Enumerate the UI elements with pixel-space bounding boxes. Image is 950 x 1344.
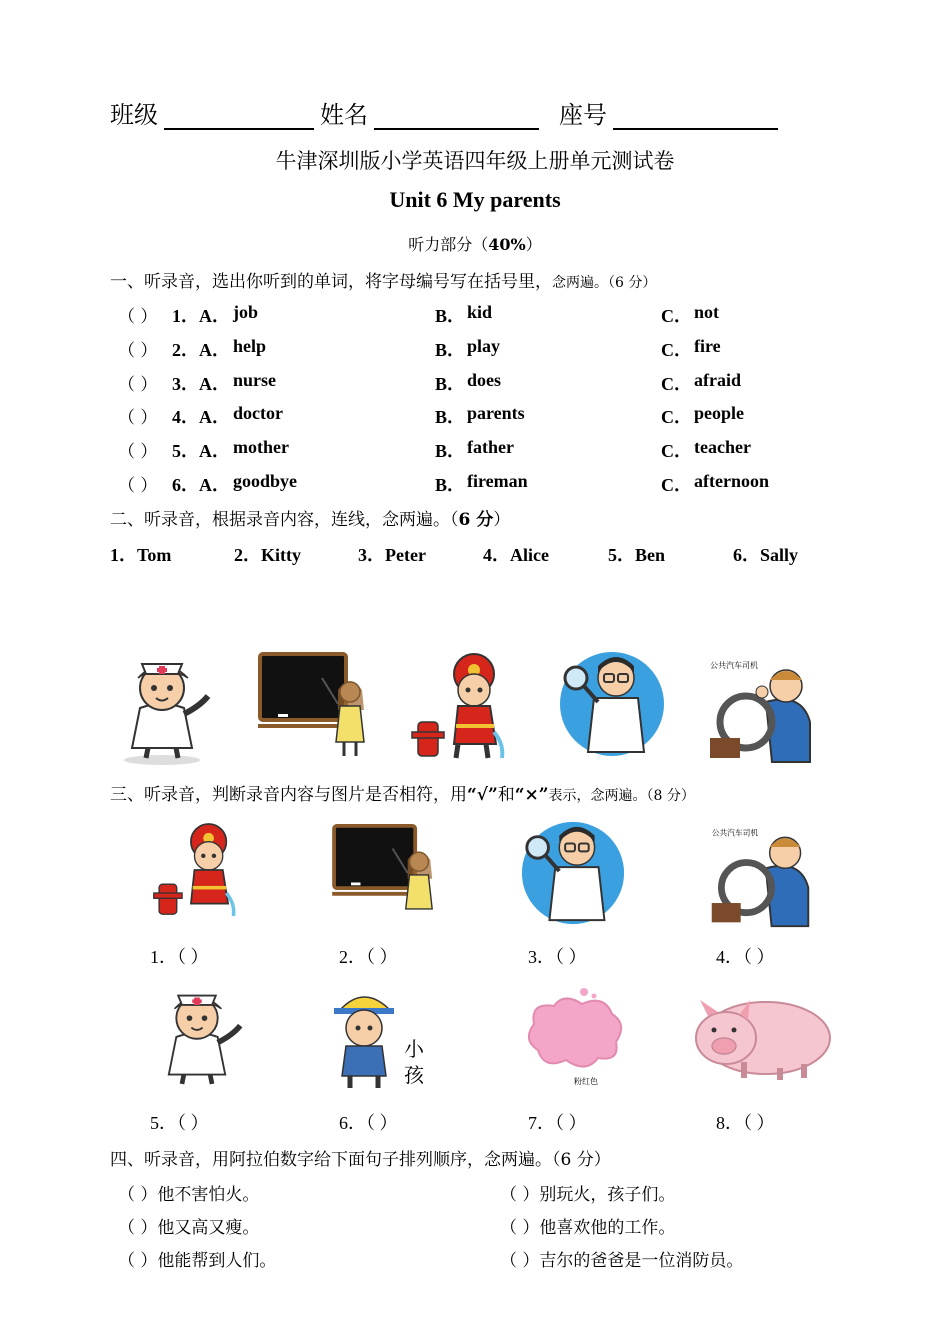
part4-sentence: 他不害怕火。 (157, 1185, 260, 1205)
question-number: 1．A． (172, 306, 230, 326)
option-b: parents (467, 403, 525, 423)
part3-title-text: 三、听录音，判断录音内容与图片是否相符，用 (110, 785, 467, 805)
part4-paren[interactable]: （ ） (118, 1251, 158, 1271)
part2-name-2: 2．Kitty (234, 545, 301, 565)
part4-sentence: 他喜欢他的工作。 (539, 1218, 676, 1238)
option-b-label: B． (435, 441, 466, 461)
part3-label-8[interactable]: 8．（ ） (716, 1113, 775, 1133)
part2-score: 6 分 (458, 510, 494, 530)
part4-right-2 (500, 1213, 675, 1238)
listening-label-text: 听力部分（ (408, 235, 489, 254)
part4-sentence: 吉尔的爸爸是一位消防员。 (539, 1251, 744, 1271)
listening-percent: 40% (488, 235, 526, 254)
part3-label-1[interactable]: 1．（ ） (150, 947, 209, 967)
option-b-label: B． (435, 475, 466, 495)
option-a: help (233, 336, 267, 356)
part4-paren[interactable]: （ ） (500, 1185, 540, 1205)
option-b: fireman (467, 471, 528, 491)
teacher-blackboard-picture (258, 652, 370, 758)
part3-cross: “×” (514, 785, 549, 805)
answer-paren[interactable]: （ ） (118, 476, 158, 496)
part3-teacher-picture (326, 824, 444, 924)
part4-right-1 (500, 1180, 675, 1205)
option-b: kid (467, 302, 493, 322)
answer-paren[interactable]: （ ） (118, 307, 158, 327)
part3-label-6[interactable]: 6．（ ） (339, 1113, 398, 1133)
option-b: father (467, 437, 514, 457)
part4-right-3 (500, 1246, 743, 1271)
part2-title-text: 二、听录音，根据录音内容，连线，念两遍。（ (110, 510, 459, 530)
option-a: job (233, 302, 259, 322)
part1-note: 念两遍。（6 分） (552, 275, 657, 291)
part4-left-1 (118, 1180, 259, 1205)
pig-picture (688, 988, 836, 1084)
bus-driver-caption: 公共汽车司机 (710, 661, 758, 670)
bus-driver-picture (706, 652, 814, 768)
part3-bus-driver-caption: 公共汽车司机 (711, 828, 759, 838)
part4-paren[interactable]: （ ） (118, 1218, 158, 1238)
question-number: 5．A． (172, 441, 230, 461)
question-number: 4．A． (172, 407, 230, 427)
page-title: 牛津深圳版小学英语四年级上册单元测试卷 (275, 149, 675, 173)
part3-label-4[interactable]: 4．（ ） (716, 947, 775, 967)
option-a: doctor (233, 403, 283, 423)
part4-left-3 (118, 1246, 276, 1271)
option-b: play (467, 336, 501, 356)
class-label: 班级 (110, 101, 158, 129)
firefighter-picture (410, 648, 514, 764)
kid-caption-1: 小 (404, 1037, 424, 1061)
option-c: fire (694, 336, 721, 356)
part3-doctor-picture (518, 818, 628, 928)
part2-name-6: 6．Sally (733, 545, 799, 565)
option-a: mother (233, 437, 289, 457)
option-a: goodbye (233, 471, 298, 491)
part2-name-3: 3．Peter (358, 545, 426, 565)
answer-paren[interactable]: （ ） (118, 341, 158, 361)
part1-title (110, 267, 656, 292)
option-c-label: C． (661, 475, 692, 495)
question-number: 3．A． (172, 374, 230, 394)
answer-paren[interactable]: （ ） (118, 375, 158, 395)
option-c: teacher (694, 437, 751, 457)
part3-bus-driver-picture (706, 820, 814, 932)
part4-sentence: 别玩火，孩子们。 (539, 1185, 676, 1205)
kid-picture (330, 984, 430, 1092)
part4-title: 四、听录音，用阿拉伯数字给下面句子排列顺序，念两遍。（6 分） (110, 1150, 611, 1170)
part1-title-text: 一、听录音，选出你听到的单词，将字母编号写在括号里， (110, 272, 552, 292)
option-b: does (467, 370, 502, 390)
option-c-label: C． (661, 441, 692, 461)
question-number: 2．A． (172, 340, 230, 360)
option-c: afternoon (694, 471, 769, 491)
part3-label-2[interactable]: 2．（ ） (339, 947, 398, 967)
option-b-label: B． (435, 306, 466, 326)
option-c: afraid (694, 370, 741, 390)
student-info-line (110, 95, 784, 130)
part4-left-2 (118, 1213, 259, 1238)
option-b-label: B． (435, 340, 466, 360)
option-b-label: B． (435, 374, 466, 394)
option-c: people (694, 403, 745, 423)
option-c-label: C． (661, 340, 692, 360)
listening-label (0, 232, 950, 255)
part3-firefighter-picture (152, 818, 244, 922)
nurse-picture (112, 648, 212, 766)
part3-label-7[interactable]: 7．（ ） (528, 1113, 587, 1133)
part4-paren[interactable]: （ ） (500, 1251, 540, 1271)
part3-check: “√” (467, 785, 498, 805)
part4-sentence: 他能帮到人们。 (157, 1251, 277, 1271)
part3-label-5[interactable]: 5．（ ） (150, 1113, 209, 1133)
part2-title (110, 505, 510, 530)
part4-sentence: 他又高又瘦。 (157, 1218, 260, 1238)
option-b-label: B． (435, 407, 466, 427)
answer-paren[interactable]: （ ） (118, 442, 158, 462)
pink-color-picture (520, 984, 630, 1090)
part4-paren[interactable]: （ ） (500, 1218, 540, 1238)
doctor-picture (558, 648, 666, 760)
seat-label: 座号 (559, 101, 607, 129)
pink-caption: 粉红色 (574, 1077, 598, 1086)
option-c-label: C． (661, 407, 692, 427)
part3-and: 和 (497, 785, 515, 805)
part3-title (110, 780, 695, 805)
part2-close: ） (493, 510, 511, 530)
name-field[interactable] (374, 106, 539, 130)
option-c: not (694, 302, 720, 322)
question-number: 6．A． (172, 475, 230, 495)
option-c-label: C． (661, 374, 692, 394)
option-a: nurse (233, 370, 277, 390)
name-label: 姓名 (320, 101, 368, 129)
unit-title: Unit 6 My parents (389, 187, 561, 212)
listening-close: ） (525, 235, 542, 254)
seat-field[interactable] (613, 106, 778, 130)
part2-name-4: 4．Alice (483, 545, 549, 565)
part4-paren[interactable]: （ ） (118, 1185, 158, 1205)
class-field[interactable] (164, 106, 314, 130)
part3-nurse-picture (150, 980, 244, 1092)
part3-tail: 表示，念两遍。（8 分） (548, 788, 695, 804)
part2-name-1: 1．Tom (110, 545, 172, 565)
option-c-label: C． (661, 306, 692, 326)
answer-paren[interactable]: （ ） (118, 408, 158, 428)
part3-label-3[interactable]: 3．（ ） (528, 947, 587, 967)
kid-caption-2: 孩 (404, 1063, 424, 1087)
part2-name-5: 5．Ben (608, 545, 666, 565)
